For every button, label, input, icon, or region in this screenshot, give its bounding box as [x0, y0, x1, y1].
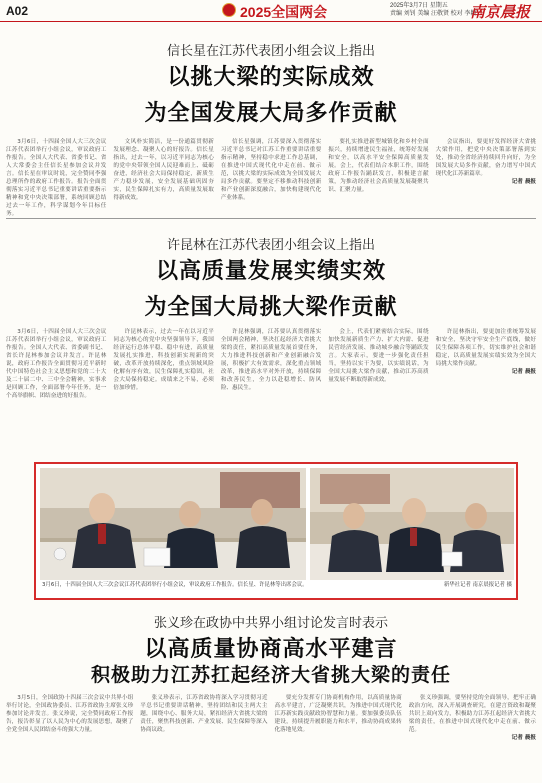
story-3-column: 张义珍强调，要坚持党的全面领导，把牢正确政治方向，深入开展调查研究，在建言资政和凝聚共识上双向发力，积极助力江苏扛起经济大省挑大梁的责任，在推进中国式现代化中走在前、做示范。 记者 晨报: [408, 695, 536, 741]
story-1-column: 要扎实推进新型城镇化和乡村全面振兴，持续增进民生福祉，统筹好发展和安全，以高水平安全保障高质量发展。会上，代表们结合本职工作，围绕政府工作报告踊跃发言，积极建言献策，为推动经济社会高质量发展凝聚共识、汇聚力量。: [328, 139, 429, 193]
story-3-kicker: 张义珍在政协中共界小组讨论发言时表示: [153, 615, 388, 630]
photo-meeting-left: [40, 468, 306, 580]
story-1-column: 3月6日，十四届全国人大三次会议江苏代表团举行小组会议，审议政府工作报告。全国人大代表、省委书记、省人大常委会主任信长星参加会议并发言。信长星在审议时说，完全赞同李强总理所作的政府工作报告。报告全面贯彻落实习近平总书记重要讲话重要指示精神和党中央决策部署，系统回顾总结过去一年工作，科学谋划今年目标任务。: [6, 139, 107, 217]
story-1-column: 会议指出，要更好发挥经济大省挑大梁作用，把党中央决策部署落到实处，推动全省经济持续回升向好，为全国发展大局多作贡献，奋力谱写中国式现代化江苏新篇章。 记者 晨报: [435, 139, 537, 185]
divider: [6, 218, 536, 219]
story-2-byline: 记者 晨报: [511, 369, 537, 375]
story-3-body: [6, 694, 536, 780]
story-3-column: 3月5日，全国政协十四届三次会议中共界小组举行讨论，全国政协委员、江苏省政协主席张义珍参加讨论并发言。张义珍说，完全赞同政府工作报告，报告彰显了以人民为中心的发展思想，凝聚了全党全国人民团结奋斗的强大力量。: [6, 695, 134, 733]
issue-info: [390, 2, 477, 18]
story-1-title-line-1: 以挑大梁的实际成效: [167, 65, 375, 90]
story-1-column: 信长星强调，江苏要深入贯彻落实习近平总书记对江苏工作重要讲话重要指示精神，坚持稳中求进工作总基调，在推进中国式现代化中走在前、做示范，以挑大梁的实际成效为全国发展大局多作贡献。要坚定不移推动科技创新和产业创新深度融合，加快构建现代化产业体系。: [220, 139, 322, 201]
story-2-column: 3月6日，十四届全国人大三次会议江苏代表团举行小组会议，审议政府工作报告。全国人大代表、省委副书记、省长许昆林参加会议并发言。许昆林说，政府工作报告全面贯彻习近平新时代中国特色社会主义思想和党的二十大及二十届二中、三中全会精神，实事求是回顾工作，全面部署今年任务，是一个高举旗帜、团结奋进的好报告。: [6, 329, 107, 399]
national-emblem-icon: [222, 3, 236, 17]
story-1-byline: 记者 晨报: [511, 179, 537, 185]
issue-date: 2025年3月7日 星期五: [390, 3, 448, 9]
issue-editors: 责编 刘钊 美编 汪敬贤 校对 李颖: [390, 11, 477, 17]
story-2-column: 许昆林指出，要更加注重统筹发展和安全，坚决守牢安全生产底线，做好民生保障各项工作，切实维护社会和谐稳定，以高质量发展实绩实效为全国大局挑大梁作贡献。 记者 晨报: [435, 329, 537, 375]
story-3-column: 张义珍表示，江苏省政协将深入学习贯彻习近平总书记重要讲话精神，坚持团结和民主两大主题，围绕中心、服务大局，紧扣经济大省挑大梁的责任，聚焦科技创新、产业发展、民生保障等深入协商议政。: [140, 695, 268, 733]
story-2-column: 许昆林强调，江苏要认真贯彻落实全国两会精神，坚决扛起经济大省挑大梁的责任，紧扣高质量发展首要任务，大力推进科技创新和产业创新融合发展，积极扩大有效需求，深化重点领域改革，推进高水平对外开放，持续保障和改善民生，全力以赴稳增长、防风险、惠民生。: [220, 329, 322, 391]
photo-meeting-right: [310, 468, 514, 580]
page-number: A02: [6, 4, 29, 18]
story-1-column: 文风朴实简洁，是一份通篇贯彻新发展理念、凝聚人心的好报告。信长星指出，过去一年，以习近平同志为核心的党中央带领全国人民迎难而上、砥砺奋进，经济社会大局保持稳定，新质生产力稳步发展，安全发展基础巩固夯实，民生保障扎实有力，高质量发展取得新成效。: [113, 139, 214, 201]
story-1-kicker: 信长星在江苏代表团小组会议上指出: [166, 43, 375, 58]
story-2-title-line-2: 为全国大局挑大梁作贡献: [144, 295, 398, 320]
section-title: 2025全国两会: [240, 4, 328, 20]
story-1-title-line-2: 为全国发展大局多作贡献: [144, 101, 398, 126]
story-1-body: [6, 138, 537, 217]
story-2-body: [6, 328, 536, 454]
story-2-column: 会上，代表们紧密结合实际，围绕加快发展新质生产力、扩大内需、促进民营经济发展、推动城乡融合等踊跃发言。大家表示，要进一步强化责任担当，坚持以实干为要，以实绩说话，为全国大局挑大梁作贡献，推动江苏高质量发展不断取得新成效。: [328, 329, 429, 383]
story-3-column: 要充分发挥专门协商机构作用，以高质量协商高水平建言，广泛凝聚共识，为推进中国式现代化江苏新实践贡献政协智慧和力量。要加强委员队伍建设，持续提升履职能力和水平，推动协商成果转化落地见效。: [274, 695, 402, 733]
photo-caption: 3月6日，十四届全国人大三次会议江苏代表团举行小组会议，审议政府工作报告。信长星、许昆林等出席会议。: [42, 582, 308, 588]
photo-block: [34, 462, 518, 600]
newspaper-logo: 南京晨报: [470, 3, 531, 21]
story-2-column: 许昆林表示，过去一年在以习近平同志为核心的党中央坚强领导下，我国经济运行总体平稳、稳中有进，高质量发展扎实推进，科技创新实现新的突破，改革开放持续深化，重点领域风险化解有序有效，民生保障扎实稳固，社会大局保持稳定。成绩来之不易，必须倍加珍惜。: [113, 329, 214, 391]
story-3-title-line-1: 以高质量协商高水平建言: [144, 637, 398, 662]
photo-credit: 新华社记者 南京晨报记者 摄: [443, 582, 512, 588]
story-2-title-line-1: 以高质量发展实绩实效: [155, 259, 386, 284]
story-3-byline: 记者 晨报: [511, 735, 536, 741]
story-3-title-line-2: 积极助力江苏扛起经济大省挑大梁的责任: [90, 664, 451, 686]
story-2-kicker: 许昆林在江苏代表团小组会议上指出: [166, 237, 375, 252]
